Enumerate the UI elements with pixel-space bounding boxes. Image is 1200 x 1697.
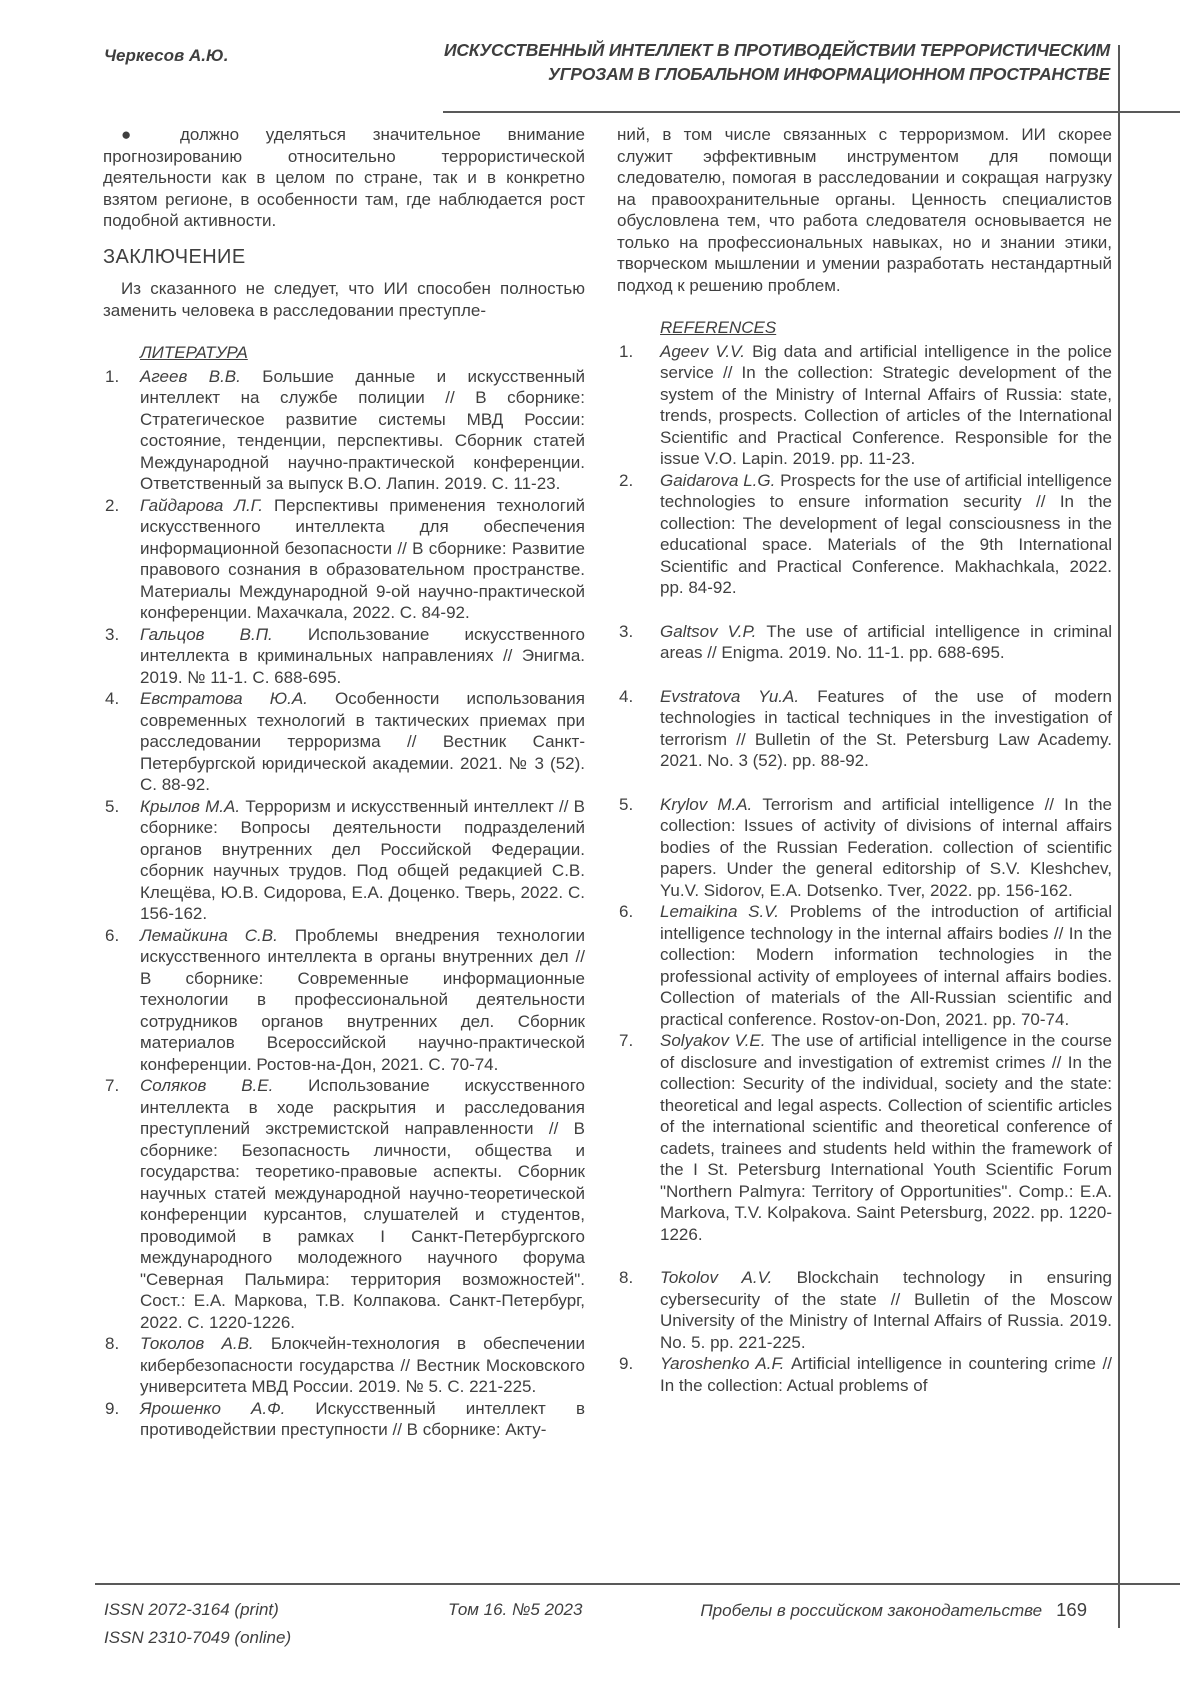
reference-author: Krylov M.A.	[660, 794, 763, 814]
reference-text: Blockchain technology in ensuring cybersecurity of the state // Bulletin of the Moscow University of the Ministry of Internal Affairs of Russia. 2019. No. 5. pp. 221-225.	[660, 1268, 1112, 1352]
reference-item	[617, 794, 1112, 902]
reference-item	[103, 688, 585, 796]
reference-author: Токолов А.В.	[140, 1334, 271, 1353]
reference-text: Problems of the introduction of artificial intelligence technology in the internal affairs bodies // In the collection: Modern information technologies in the professional activity of employees of internal affairs bodies. Collection of materials of the All-Russian scientific and practical conference. Rostov-on-Don, 2021. pp. 70-74.	[660, 902, 1112, 1029]
footer-page-number: 169	[1056, 1599, 1087, 1620]
left-column	[103, 124, 585, 1441]
reference-number: 8.	[105, 1334, 120, 1353]
reference-number: 7.	[619, 1031, 634, 1050]
footer-issn-print: ISSN 2072-3164 (print)	[104, 1600, 279, 1619]
footer-right	[700, 1596, 1087, 1625]
running-header-author: Черкесов А.Ю.	[104, 46, 229, 65]
reference-text: Artificial intelligence in countering crime // In the collection: Actual problems of	[660, 1354, 1112, 1395]
reference-text: Big data and artificial intelligence in the police service // In the collection: Strategic development of the system of the Ministry of Internal Affairs of Russia: state, trends, prospects. Collection of articles of the International Scientific and Practical Conference. Responsible for the issue V.O. Lapin. 2019. pp. 11-23.	[660, 341, 1113, 468]
right-margin-rule	[1118, 45, 1120, 1628]
running-header-title-line1: ИСКУССТВЕННЫЙ ИНТЕЛЛЕКТ В ПРОТИВОДЕЙСТВИИ ТЕРРОРИСТИЧЕСКИМ	[443, 40, 1110, 60]
reference-number: 4.	[105, 689, 120, 708]
reference-item	[617, 341, 1112, 470]
reference-number: 3.	[105, 624, 120, 644]
reference-number: 2.	[619, 470, 634, 490]
reference-text: Блокчейн-технология в обеспечении кибербезопасности государства // Вестник Московского университета МВД России. 2019. № 5. С. 221-225.	[140, 1334, 585, 1396]
reference-author: Агеев В.В.	[140, 366, 263, 386]
reference-number: 5.	[105, 796, 120, 816]
page-body	[103, 124, 1112, 1441]
reference-item	[617, 1267, 1112, 1353]
reference-item	[103, 495, 585, 624]
reference-text: Использование искусственного интеллекта в криминальных направлениях // Энигма. 2019. № 11-1. С. 688-695.	[140, 624, 585, 687]
reference-author: Evstratova Yu.A.	[660, 686, 818, 706]
reference-number: 9.	[619, 1354, 634, 1373]
reference-text: Features of the use of modern technologies in tactical techniques in the investigation of terrorism // Bulletin of the St. Petersburg Law Academy. 2021. No. 3 (52). pp. 88-92.	[660, 686, 1112, 770]
references-list-ru	[103, 366, 585, 1441]
reference-item	[617, 1353, 1112, 1396]
reference-number: 8.	[619, 1268, 634, 1287]
reference-item	[103, 925, 585, 1076]
header-rule	[443, 111, 1180, 113]
footer-issn	[104, 1596, 291, 1652]
reference-number: 6.	[105, 925, 120, 945]
reference-text: Терроризм и искусственный интеллект // В сборнике: Вопросы деятельности подразделений органов внутренних дел Российской Федерации. сборник научных трудов. Под общей редакцией С.В. Клещёва, Ю.В. Сидорова, Е.А. Доценко. Тверь, 2022. С. 156-162.	[140, 796, 585, 923]
reference-item	[617, 470, 1112, 599]
references-list-en	[617, 341, 1112, 1397]
reference-item	[617, 1030, 1112, 1245]
bullet-paragraph: ● должно уделяться значительное внимание прогнозированию относительно террористической деятельности как в целом по стране, так и в конкретно взятом регионе, в особенности там, где наблюдается рост подобной активности.	[103, 125, 585, 230]
reference-item	[103, 366, 585, 495]
reference-item	[103, 1075, 585, 1333]
reference-author: Крылов М.А.	[140, 796, 246, 816]
reference-text: The use of artificial intelligence in criminal areas // Enigma. 2019. No. 11-1. pp. 688-695.	[660, 621, 1112, 662]
reference-author: Gaidarova L.G.	[660, 470, 781, 490]
reference-number: 6.	[619, 902, 634, 921]
conclusion-heading: ЗАКЛЮЧЕНИЕ	[103, 245, 246, 268]
reference-author: Лемайкина С.В.	[140, 925, 295, 945]
reference-author: Solyakov V.E.	[660, 1031, 772, 1050]
reference-number: 9.	[105, 1398, 120, 1418]
reference-text: Большие данные и искусственный интеллект на службе полиции // В сборнике: Стратегическое развитие системы МВД России: состояние, тенденции, перспективы. Сборник статей Международной научно-практической конференции. Ответственный за выпуск В.О. Лапин. 2019. С. 11-23.	[140, 366, 585, 493]
reference-number: 4.	[619, 686, 634, 706]
reference-item	[617, 686, 1112, 772]
reference-text: The use of artificial intelligence in the course of disclosure and investigation of extremist crimes // In the collection: Security of the individual, society and the state: theoretical and legal aspects. Collection of scientific articles of the international scientific and theoretical conference of cadets, trainees and students held within the framework of the I St. Petersburg International Youth Scientific Forum "Northern Palmyra: Territory of Opportunities". Comp.: E.A. Markova, T.V. Kolpakova. Saint Petersburg, 2022. pp. 1220-1226.	[660, 1031, 1112, 1244]
references-heading-ru: ЛИТЕРАТУРА	[140, 343, 248, 362]
reference-item	[617, 901, 1112, 1030]
reference-item	[103, 1398, 585, 1441]
reference-text: Искусственный интеллект в противодействии преступности // В сборнике: Акту-	[140, 1398, 585, 1439]
reference-author: Galtsov V.P.	[660, 621, 767, 641]
reference-number: 2.	[105, 495, 120, 515]
reference-author: Гальцов В.П.	[140, 624, 308, 644]
reference-author: Ageev V.V.	[660, 341, 753, 361]
reference-author: Гайдарова Л.Г.	[140, 495, 274, 515]
reference-number: 1.	[105, 366, 120, 386]
reference-author: Соляков В.Е.	[140, 1076, 309, 1095]
reference-item	[103, 1333, 585, 1398]
running-header-title-line2: УГРОЗАМ В ГЛОБАЛЬНОМ ИНФОРМАЦИОННОМ ПРОСТРАНСТВЕ	[548, 64, 1110, 84]
reference-author: Lemaikina S.V.	[660, 902, 790, 921]
footer-rule	[95, 1583, 1180, 1585]
reference-number: 5.	[619, 794, 634, 814]
right-column	[617, 124, 1112, 1441]
reference-author: Ярошенко А.Ф.	[140, 1398, 316, 1418]
reference-text: Проблемы внедрения технологии искусственного интеллекта в органы внутренних дел // В сборнике: Современные информационные технологии в профессиональной деятельности сотрудников органов внутренних дел. Сборник материалов Всероссийской научно-практической конференции. Ростов-на-Дон, 2021. С. 70-74.	[140, 925, 585, 1074]
footer-volume: Том 16. №5 2023	[448, 1600, 583, 1619]
reference-text: Перспективы применения технологий искусственного интеллекта для обеспечения информационной безопасности // В сборнике: Развитие правового сознания в образовательном пространстве. Материалы Международной 9-ой научно-практической конференции. Махачкала, 2022. С. 84-92.	[140, 495, 585, 622]
conclusion-paragraph: Из сказанного не следует, что ИИ способен полностью заменить человека в расследовании преступле-	[103, 279, 585, 320]
reference-author: Евстратова Ю.А.	[140, 689, 335, 708]
reference-text: Особенности использования современных технологий в тактических приемах при расследовании терроризма // Вестник Санкт-Петербургской юридической академии. 2021. № 3 (52). С. 88-92.	[140, 689, 585, 794]
reference-number: 1.	[619, 341, 634, 361]
reference-text: Использование искусственного интеллекта в ходе раскрытия и расследования преступлений экстремистской направленности // В сборнике: Безопасность личности, общества и государства: теоретико-правовые аспекты. Сборник научных статей международной научно-теоретической конференции курсантов, слушателей и студентов, проводимой в рамках I Санкт-Петербургского международного молодежного научного форума "Северная Пальмира: территория возможностей". Сост.: Е.А. Маркова, Т.В. Колпакова. Санкт-Петербург, 2022. С. 1220-1226.	[140, 1076, 586, 1332]
reference-number: 7.	[105, 1076, 120, 1095]
footer-issn-online: ISSN 2310-7049 (online)	[104, 1628, 292, 1647]
reference-text: Prospects for the use of artificial intelligence technologies to ensure information security // In the collection: The development of legal consciousness in the educational space. Materials of the 9th International Scientific and Practical Conference. Makhachkala, 2022. pp. 84-92.	[660, 470, 1112, 597]
running-header-title	[350, 38, 1110, 86]
reference-text: Terrorism and artificial intelligence // In the collection: Issues of activity of divisions of internal affairs bodies of the Russian Federation. collection of scientific papers. Under the general editorship of S.V. Kleshchev, Yu.V. Sidorov, E.A. Dotsenko. Tver, 2022. pp. 156-162.	[660, 794, 1112, 900]
reference-number: 3.	[619, 621, 634, 641]
reference-item	[103, 624, 585, 689]
reference-author: Tokolov A.V.	[660, 1268, 797, 1287]
reference-item	[103, 796, 585, 925]
continuation-paragraph: ний, в том числе связанных с терроризмом. ИИ скорее служит эффективным инструментом для помощи следователю, помогая в расследовании и сокращая нагрузку на правоохранительные органы. Ценность специалистов обусловлена тем, что работа следователя основывается не только на профессиональных навыках, но и знании этики, творческом мышлении и умении разработать нестандартный подход к решению проблем.	[617, 125, 1112, 295]
reference-author: Yaroshenko A.F.	[660, 1354, 791, 1373]
footer-journal-title: Пробелы в российском законодательстве	[700, 1601, 1043, 1620]
references-heading-en: REFERENCES	[660, 318, 777, 337]
reference-item	[617, 621, 1112, 664]
